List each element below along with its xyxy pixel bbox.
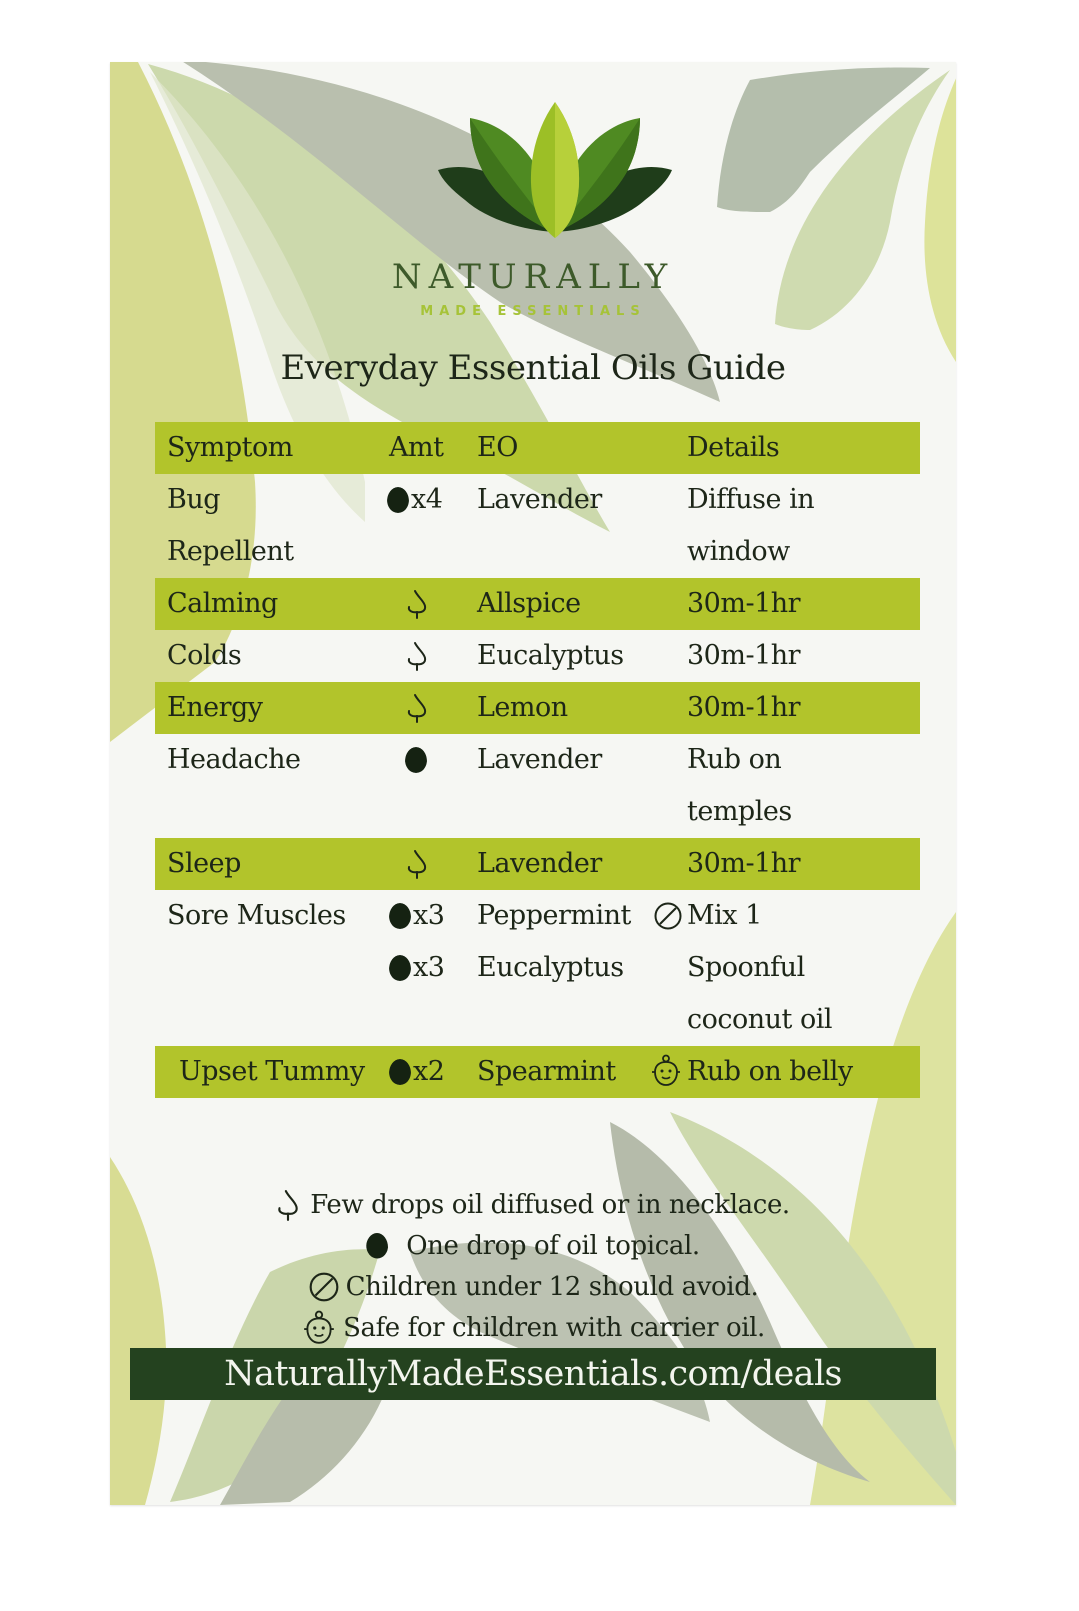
essential-oil: Lavender (477, 484, 602, 515)
symptom-label: Upset Tummy (179, 1056, 365, 1087)
drop-icon (387, 487, 409, 513)
child-safe-icon (649, 1054, 683, 1088)
header-eo: EO (477, 432, 518, 463)
drop-icon (389, 903, 411, 929)
amount-count: x2 (413, 1056, 445, 1087)
symptom-label-continued: Repellent (167, 536, 294, 567)
symptom-label: Colds (167, 640, 242, 671)
essential-oil: Eucalyptus (477, 952, 624, 983)
essential-oil: Allspice (477, 588, 581, 619)
essential-oil: Lavender (477, 744, 602, 775)
details-line: temples (687, 796, 792, 827)
details-line: 30m-1hr (687, 848, 801, 879)
details-line: Rub on belly (687, 1056, 853, 1087)
symptom-label: Energy (167, 692, 263, 723)
brand-name: NATURALLY (391, 257, 675, 297)
legend-item (110, 1266, 956, 1307)
table-row (155, 890, 920, 1046)
drop-icon (389, 955, 411, 981)
header-amt: Amt (389, 432, 444, 463)
drop-icon (389, 1059, 411, 1085)
drop-icon (366, 1233, 388, 1259)
essential-oil: Peppermint (477, 900, 631, 931)
no-children-icon (653, 901, 683, 931)
symptom-label: Sleep (167, 848, 241, 879)
page-title: Everyday Essential Oils Guide (280, 348, 786, 388)
table-header-row (155, 422, 920, 474)
legend (110, 1184, 956, 1348)
details-line: 30m-1hr (687, 640, 801, 671)
symptom-label: Headache (167, 744, 301, 775)
table-row (155, 630, 920, 682)
table-row (155, 1046, 920, 1098)
essential-oil: Lemon (477, 692, 568, 723)
details-line: window (687, 536, 790, 567)
legend-item (110, 1184, 956, 1225)
legend-item (110, 1307, 956, 1348)
diffuse-icon (276, 1189, 300, 1221)
diffuse-icon (406, 849, 428, 879)
details-line: coconut oil (687, 1004, 832, 1035)
details-line: Mix 1 (687, 900, 762, 931)
diffuse-icon (406, 641, 428, 671)
lotus-leaves-icon (430, 100, 680, 250)
legend-item (110, 1225, 956, 1266)
brand-subtitle: MADE ESSENTIALS (420, 304, 646, 319)
guide-card (110, 62, 956, 1505)
footer-url-link[interactable]: NaturallyMadeEssentials.com/deals (130, 1348, 936, 1400)
symptom-label: Bug (167, 484, 221, 515)
essential-oil: Spearmint (477, 1056, 616, 1087)
details-line: 30m-1hr (687, 692, 801, 723)
essential-oil: Lavender (477, 848, 602, 879)
details-line: 30m-1hr (687, 588, 801, 619)
amount-count: x3 (413, 952, 445, 983)
table-row (155, 838, 920, 890)
drop-icon (405, 747, 427, 773)
table-row (155, 734, 920, 838)
details-line: Rub on (687, 744, 782, 775)
details-line: Spoonful (687, 952, 805, 983)
details-line: Diffuse in (687, 484, 815, 515)
legend-text: Children under 12 should avoid. (345, 1271, 759, 1302)
table-row (155, 578, 920, 630)
amount-count: x3 (413, 900, 445, 931)
legend-text: Safe for children with carrier oil. (343, 1312, 765, 1343)
table-row (155, 682, 920, 734)
oils-table (155, 422, 920, 1098)
child-safe-icon (301, 1310, 337, 1346)
legend-text: One drop of oil topical. (406, 1230, 700, 1261)
table-row (155, 474, 920, 578)
symptom-label: Sore Muscles (167, 900, 346, 931)
diffuse-icon (406, 589, 428, 619)
header-symptom: Symptom (167, 432, 293, 463)
symptom-label: Calming (167, 588, 278, 619)
legend-text: Few drops oil diffused or in necklace. (310, 1189, 790, 1220)
header-details: Details (687, 432, 780, 463)
amount-count: x4 (411, 484, 443, 515)
essential-oil: Eucalyptus (477, 640, 624, 671)
diffuse-icon (406, 693, 428, 723)
no-children-icon (308, 1271, 340, 1303)
